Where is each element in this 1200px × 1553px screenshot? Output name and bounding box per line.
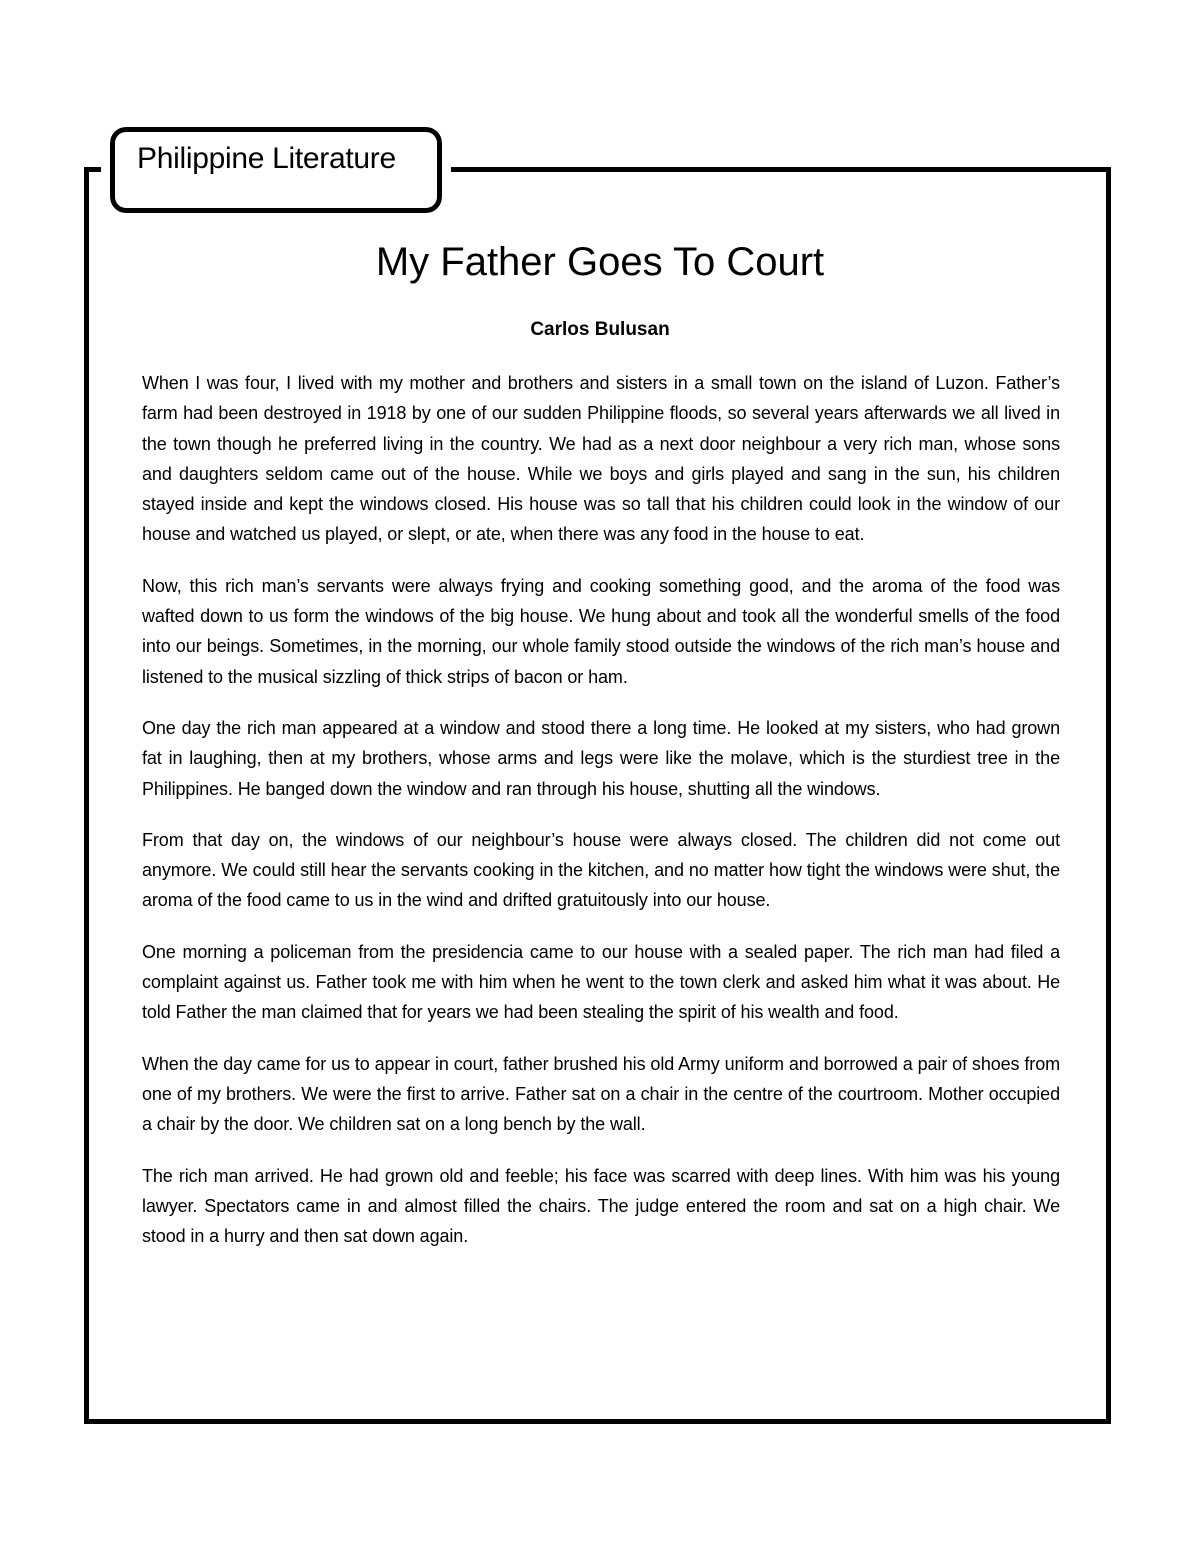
paragraph: One morning a policeman from the presidencia came to our house with a sealed paper. The rich man had filed a complaint against us. Father took me with him when he went to the town clerk and asked him what it was about. He told Father the man claimed that for years we had been stealing the spirit of his wealth and food. bbox=[142, 941, 1060, 1023]
story-author: Carlos Bulusan bbox=[530, 319, 670, 340]
section-label: Philippine Literature bbox=[137, 142, 396, 175]
paragraph: From that day on, the windows of our neighbour’s house were always closed. The children did not come out anymore. We could still hear the servants cooking in the kitchen, and no matter how tight the windows were shut, the aroma of the food came to us in the wind and drifted gratuitously into our house. bbox=[142, 829, 1060, 911]
paragraph: When I was four, I lived with my mother and brothers and sisters in a small town on the island of Luzon. Father’s farm had been destroyed in 1918 by one of our sudden Philippine floods, so several years afterwards we all lived in the town though he preferred living in the country. We had as a next door neighbour a very rich man, whose sons and daughters seldom came out of the house. While we boys and girls played and sang in the sun, his children stayed inside and kept the windows closed. His house was so tall that his children could look in the window of our house and watched us played, or slept, or ate, when there was any food in the house to eat. bbox=[142, 373, 1060, 545]
paragraph: Now, this rich man’s servants were always frying and cooking something good, and the aroma of the food was wafted down to us form the windows of the big house. We hung about and took all the wonderful smells of the food into our beings. Sometimes, in the morning, our whole family stood outside the windows of the rich man’s house and listened to the musical sizzling of thick strips of bacon or ham. bbox=[142, 575, 1060, 687]
paragraph: When the day came for us to appear in court, father brushed his old Army uniform and borrowed a pair of shoes from one of my brothers. We were the first to arrive. Father sat on a chair in the centre of the courtroom. Mother occupied a chair by the door. We children sat on a long bench by the wall. bbox=[142, 1053, 1060, 1135]
paragraph: The rich man arrived. He had grown old and feeble; his face was scarred with deep lines. With him was his young lawyer. Spectators came in and almost filled the chairs. The judge entered the room and sat on a high chair. We stood in a hurry and then sat down again. bbox=[142, 1165, 1060, 1247]
paragraph: One day the rich man appeared at a window and stood there a long time. He looked at my sisters, who had grown fat in laughing, then at my brothers, whose arms and legs were like the molave, which is the sturdiest tree in the Philippines. He banged down the window and ran through his house, shutting all the windows. bbox=[142, 717, 1060, 799]
story-body bbox=[142, 368, 1060, 1272]
story-title: My Father Goes To Court bbox=[375, 240, 825, 284]
